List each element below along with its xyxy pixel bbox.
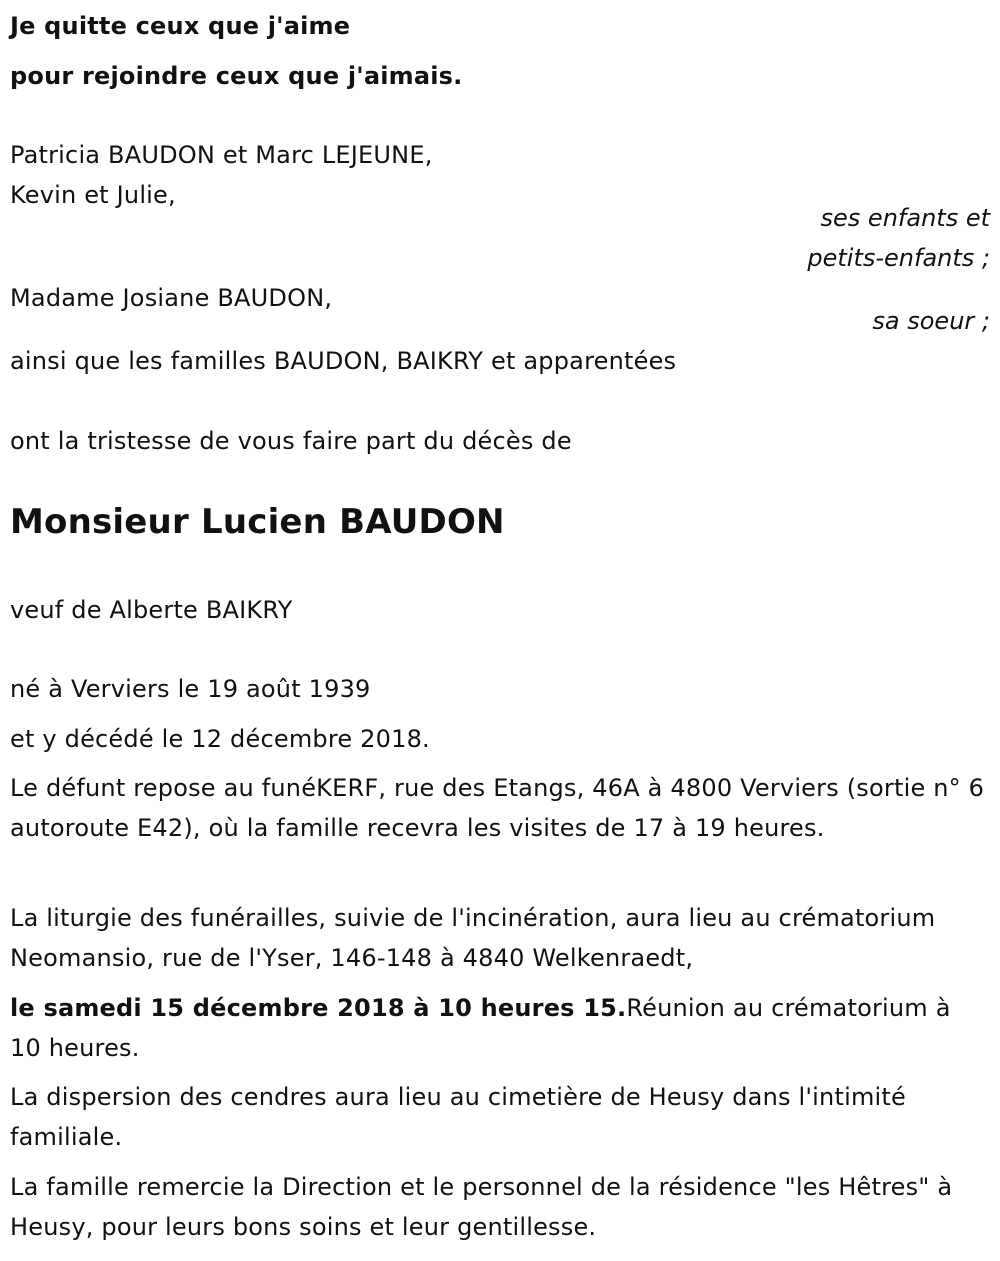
ceremony-date: le samedi 15 décembre 2018 à 10 heures 15. — [10, 994, 627, 1022]
quote-line-2: pour rejoindre ceux que j'aimais. — [10, 62, 463, 90]
death-line: et y décédé le 12 décembre 2018. — [10, 725, 430, 753]
birth-line: né à Verviers le 19 août 1939 — [10, 675, 371, 703]
quote-line-1: Je quitte ceux que j'aime — [10, 12, 351, 40]
liturgy-paragraph: La liturgie des funérailles, suivie de l'incinération, aura lieu au crématorium Neomansio, rue de l'Yser, 146-148 à 4840 Welkenraedt, — [10, 904, 936, 972]
children-line-1: Patricia BAUDON et Marc LEJEUNE, — [10, 141, 433, 169]
funeral-home-paragraph: Le défunt repose au funéKERF, rue des Etangs, 46A à 4800 Verviers (sortie n° 6 autoroute E42), où la famille recevra les visites de 17 à 19 heures. — [10, 774, 985, 842]
deceased-name: Monsieur Lucien BAUDON — [10, 502, 505, 542]
widower-line: veuf de Alberte BAIKRY — [10, 596, 293, 624]
families-line: ainsi que les familles BAUDON, BAIKRY et apparentées — [10, 347, 677, 375]
announcement: ont la tristesse de vous faire part du décès de — [10, 427, 572, 455]
ashes-paragraph: La dispersion des cendres aura lieu au cimetière de Heusy dans l'intimité familiale. — [10, 1083, 906, 1151]
ceremony-date-paragraph — [10, 988, 985, 1068]
children-line-2: Kevin et Julie, — [10, 181, 176, 209]
children-role-line-2: petits-enfants ; — [807, 244, 990, 272]
children-role-line-1: ses enfants et — [820, 204, 990, 232]
meeting-info: Réunion au crématorium à 10 heures. — [10, 994, 951, 1062]
sister-role: sa soeur ; — [872, 307, 990, 335]
thanks-paragraph: La famille remercie la Direction et le personnel de la résidence "les Hêtres" à Heusy, pour leurs bons soins et leur gentillesse. — [10, 1173, 953, 1241]
sister-name: Madame Josiane BAUDON, — [10, 284, 333, 312]
